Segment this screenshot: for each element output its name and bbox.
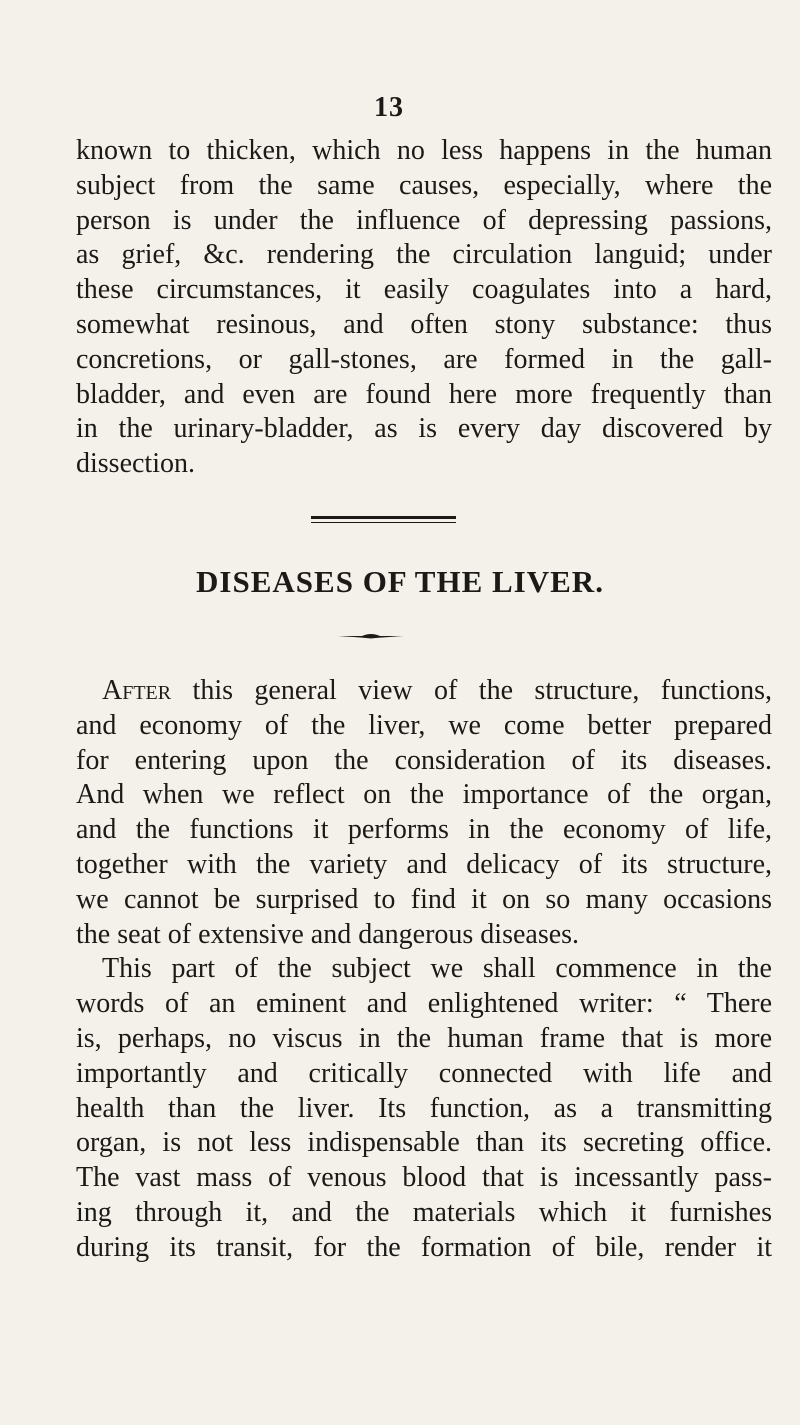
text-line: together with the variety and delicacy of its structure,: [76, 848, 772, 880]
text-line: And when we reflect on the importance of the organ,: [76, 779, 772, 811]
text-line: somewhat resinous, and often stony substance: thus: [76, 308, 772, 340]
text-line: subject from the same causes, especially, where the: [76, 169, 772, 201]
paragraph-gall-stones: [76, 134, 772, 482]
text-line: person is under the influence of depressing passions,: [76, 204, 772, 236]
text-line: as grief, &c. rendering the circulation languid; under: [76, 239, 772, 271]
heading-ornament: [338, 632, 404, 640]
text-line: [76, 674, 772, 709]
text-line: ing through it, and the materials which it furnishes: [76, 1196, 772, 1228]
text-line: and economy of the liver, we come better prepared: [76, 709, 772, 741]
text-line: these circumstances, it easily coagulates into a hard,: [76, 274, 772, 306]
section-divider: [311, 516, 456, 523]
text-line: during its transit, for the formation of bile, render it: [76, 1231, 772, 1263]
text-line: organ, is not less indispensable than its secreting office.: [76, 1127, 772, 1159]
page-number: 13: [374, 92, 404, 123]
drop-word: After: [102, 675, 172, 706]
text-line: for entering upon the consideration of its diseases.: [76, 744, 772, 776]
text-line: and the functions it performs in the economy of life,: [76, 814, 772, 846]
text-line: we cannot be surprised to find it on so many occasions: [76, 883, 772, 915]
section-heading: DISEASES OF THE LIVER.: [196, 564, 604, 599]
text-line: concretions, or gall-stones, are formed in the gall-: [76, 343, 772, 375]
text-line: The vast mass of venous blood that is incessantly pass-: [76, 1162, 772, 1194]
text-line: dissection.: [76, 448, 195, 480]
text-line: bladder, and even are found here more frequently than: [76, 378, 772, 410]
text-line: health than the liver. Its function, as a transmitting: [76, 1092, 772, 1124]
text-line: is, perhaps, no viscus in the human frame that is more: [76, 1022, 772, 1054]
text-line: This part of the subject we shall commence in the: [102, 953, 772, 985]
text-fragment: this general view of the structure, functions,: [171, 675, 772, 706]
text-line: importantly and critically connected with life and: [76, 1057, 772, 1089]
paragraph-introduction: [76, 674, 772, 1266]
text-line: in the urinary-bladder, as is every day discovered by: [76, 413, 772, 445]
text-line: known to thicken, which no less happens in the human: [76, 135, 772, 166]
text-line: the seat of extensive and dangerous diseases.: [76, 918, 580, 950]
text-line: words of an eminent and enlightened writer: “ There: [76, 988, 772, 1020]
